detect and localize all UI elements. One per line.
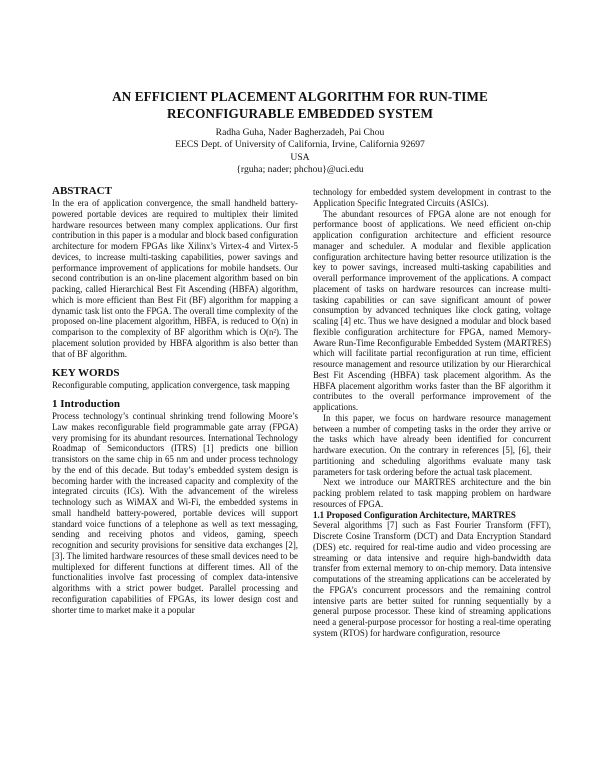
- author-affiliation: EECS Dept. of University of California, Irvine, California 92697: [175, 139, 425, 151]
- author-country: USA: [290, 151, 310, 163]
- keywords-text: Reconfigurable computing, application convergence, task mapping: [52, 380, 290, 391]
- subsection-text: Several algorithms [7] such as Fast Fourier Transform (FFT), Discrete Cosine Transform (DCT) and Data Encryption Standard (DES) etc. required for real-time audio and video processing are streaming or data intensive and require high-bandwidth data transfer from external memory to on-chip memory. Data intensive computations of the streaming applications can be accelerated by the FPGA’s concurrent processors and the remaining control intensive parts are better suited for running sequentially by a general purpose processor. These kind of streaming applications need a general-purpose processor for hosting a real-time operating system (RTOS) for hardware configuration, resource: [313, 520, 551, 638]
- title-line-2: RECONFIGURABLE EMBEDDED SYSTEM: [166, 106, 434, 121]
- author-names: Radha Guha, Nader Bagherzadeh, Pai Chou: [215, 127, 385, 138]
- right-column: [313, 187, 551, 639]
- author-block: [40, 127, 560, 176]
- paragraph-focus: In this paper, we focus on hardware resource management between a number of competing tasks in the order they arrive or the tasks which have already been identified for concurrent hardware execution. On the contrary in references [5], [6], their partitioning and scheduling algorithms evaluate many task parameters for task ordering before the actual task placement.: [313, 412, 551, 477]
- introduction-text: Process technology’s continual shrinking trend following Moore’s Law makes reconfigurable field programmable gate array (FPGA) very promising for its abundant resources. International Technology Roadmap of Semiconductors (ITRS) [1] predicts one billion transistors on the same chip in 65 nm and under process technology by the end of this decade. But today’s embedded system design is becoming harder with the increased capacity and complexity of the integrated circuits (ICs). With the advancement of the wireless technology such as WiMAX and Wi-Fi, the embedded systems in small handheld battery-powered, portable devices will support standard voice functions of a telephone as well as text messaging, sending and receiving photos and videos, gaming, speech recognition and security provisions for sensitive data exchanges [2], [3]. The limited hardware resources of these small devices need to be multiplexed for different functions at different times. All of the functionalities involve fast processing of complex data-intensive algorithms with a strict power budget. Parallel processing and reconfiguration capabilities of FPGAs, its lower design cost and shorter time to market make it a popular: [52, 411, 298, 615]
- paragraph-continued: technology for embedded system development in contrast to the Application Specific Integrated Circuits (ASICs).: [313, 187, 551, 208]
- abstract-heading: ABSTRACT: [52, 185, 112, 197]
- abstract-text: In the era of application convergence, the small handheld battery-powered portable devices are required to multiplex their limited hardware resources between many complex applications. Our first contribution in this paper is a modular and block based configuration architecture for modern FPGAs like Xilinx’s Virtex-4 and Virtex-5 devices, to increase multi-tasking capabilities, power savings and performance improvement of applications for mobile handsets. Our second contribution is an on-line placement algorithm based on bin packing, called Hierarchical Best Fit Ascending (HBFA) algorithm, which is more efficient than Best Fit (BF) algorithm for mapping a dynamic task list onto the FPGA. The overall time complexity of the proposed on-line placement algorithm, HBFA, is reduced to O(n) in comparison to the complexity of BF algorithm which is O(n²). The placement solution provided by HBFA algorithm is also better than that of BF algorithm.: [52, 198, 298, 359]
- title-line-1: AN EFFICIENT PLACEMENT ALGORITHM FOR RUN-TIME: [112, 89, 488, 104]
- paper-title: [40, 88, 560, 122]
- author-emails: {rguha; nader; phchou}@uci.edu: [236, 163, 364, 175]
- keywords-heading: KEY WORDS: [52, 367, 120, 380]
- introduction-heading: 1 Introduction: [52, 398, 120, 410]
- left-column: [52, 185, 298, 615]
- subsection-heading: 1.1 Proposed Configuration Architecture, MARTRES: [313, 509, 516, 520]
- paragraph-next: Next we introduce our MARTRES architecture and the bin packing problem related to task mapping problem on hardware resources of FPGA.: [313, 477, 551, 509]
- paragraph-abundant-resources: The abundant resources of FPGA alone are not enough for performance boost of applications. We need efficient on-chip application configuration architecture and efficient resource manager and scheduler. A modular and flexible application configuration architecture having better resource utilization is the key to power savings, increased multi-tasking capabilities and overall performance improvement of the applications. A compact placement of tasks on hardware resources can increase multi-tasking capabilities or can save significant amount of power consumption by advanced techniques like clock gating, voltage scaling [4] etc. Thus we have designed a modular and block based flexible configuration architecture for FPGA, named Memory-Aware Run-Time Reconfigurable Embedded System (MARTRES) which will facilitate partial reconfiguration at run time, efficient resource management and resource utilization by our Hierarchical Best Fit Ascending (HBFA) task placement algorithm. As the HBFA placement algorithm works faster than the BF algorithm it contributes to the overall performance improvement of the applications.: [313, 208, 551, 412]
